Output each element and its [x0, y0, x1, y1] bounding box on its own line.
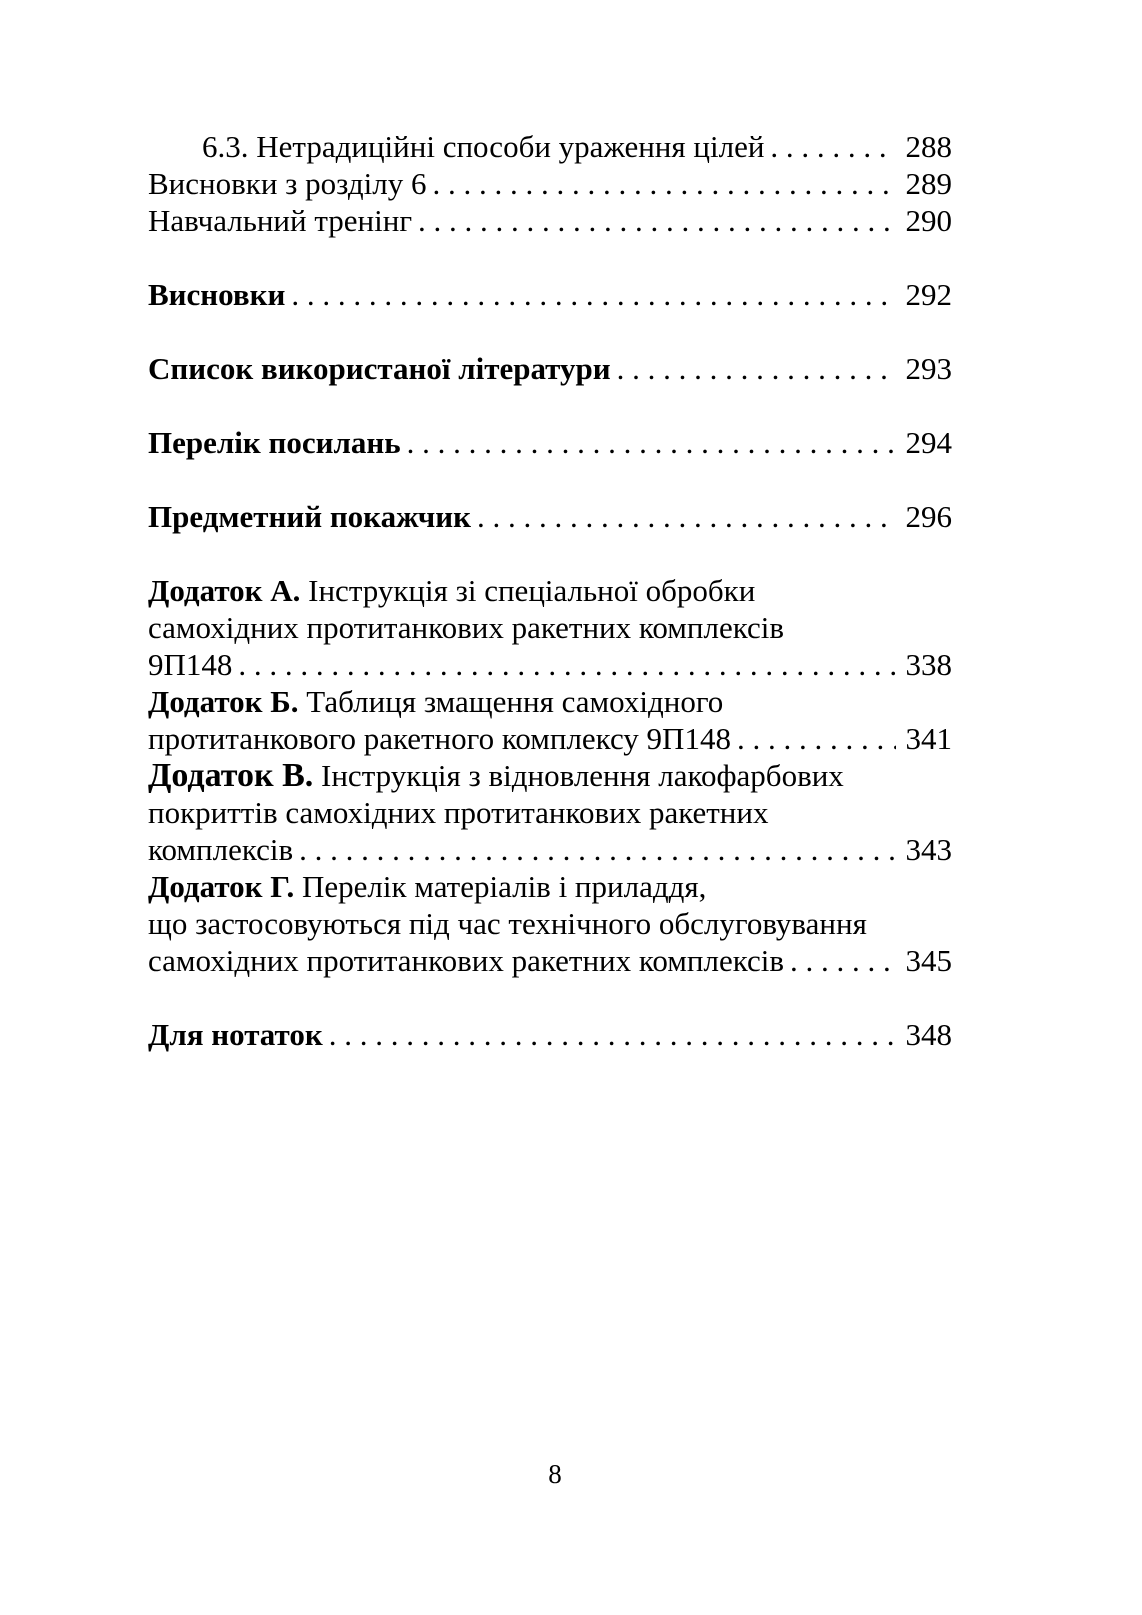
toc-entry-title: Висновки: [148, 277, 286, 312]
dot-leader: [790, 942, 896, 979]
toc-entry-page: 292: [905, 277, 952, 312]
toc-entry-page: 348: [905, 1017, 952, 1052]
toc-entry-page: 338: [905, 647, 952, 682]
toc-entry-notes[interactable]: [148, 1016, 952, 1053]
spacer: [148, 313, 952, 350]
appendix-title-line: Таблиця змащення самохідного: [306, 684, 724, 719]
toc-entry-page: 341: [905, 721, 952, 756]
appendix-title-line: 9П148: [148, 647, 233, 682]
appendix-title-line: Інструкція зі спеціальної обробки: [308, 573, 756, 608]
toc-entry-page: 288: [905, 129, 952, 164]
toc-entry-subject-index[interactable]: [148, 498, 952, 535]
spacer: [148, 535, 952, 572]
toc-entry-title: Висновки з розділу 6: [148, 166, 427, 201]
appendix-label: Додаток Б.: [148, 684, 299, 719]
dot-leader: [291, 276, 896, 313]
dot-leader: [329, 1016, 896, 1053]
spacer: [148, 461, 952, 498]
toc-entry-chapter-6-conclusions[interactable]: [148, 165, 952, 202]
toc-entry-references[interactable]: [148, 350, 952, 387]
appendix-title-line: Інструкція з відновлення лакофарбових: [321, 758, 844, 793]
dot-leader: [617, 350, 896, 387]
appendix-title-line: що застосовуються під час технічного обслуговування: [148, 906, 867, 941]
appendix-title-line: покриттів самохідних протитанкових ракетних: [148, 795, 769, 830]
toc-entry-page: 294: [905, 425, 952, 460]
appendix-title-line: протитанкового ракетного комплексу 9П148: [148, 721, 731, 756]
dot-leader: [407, 424, 896, 461]
toc-entry-title: Предметний покажчик: [148, 499, 471, 534]
toc-entry-6-3[interactable]: [148, 128, 952, 165]
toc-entry-page: 296: [905, 499, 952, 534]
toc-entry-title: Навчальний тренінг: [148, 203, 413, 238]
appendix-label: Додаток Г.: [148, 869, 295, 904]
toc-entry-page: 289: [905, 166, 952, 201]
toc-appendix-b[interactable]: [148, 683, 952, 757]
appendix-title-line: Перелік матеріалів і приладдя,: [301, 869, 707, 904]
appendix-title-line: самохідних протитанкових ракетних комплексів: [148, 943, 785, 978]
appendix-title-line: комплексів: [148, 832, 294, 867]
toc-appendix-a[interactable]: [148, 572, 952, 683]
dot-leader: [477, 498, 896, 535]
toc-entry-title: 6.3. Нетрадиційні способи ураження цілей: [202, 129, 765, 164]
toc-entry-links[interactable]: [148, 424, 952, 461]
spacer: [148, 979, 952, 1016]
dot-leader: [238, 646, 896, 683]
toc-entry-title: Список використаної літератури: [148, 351, 611, 386]
toc-entry-title: Для нотаток: [148, 1017, 323, 1052]
toc-entry-training[interactable]: [148, 202, 952, 239]
appendix-title-line: самохідних протитанкових ракетних комплексів: [148, 610, 785, 645]
spacer: [148, 387, 952, 424]
toc-entry-page: 293: [905, 351, 952, 386]
toc-entry-page: 343: [905, 832, 952, 867]
dot-leader: [299, 831, 896, 868]
page-number: 8: [548, 1459, 562, 1489]
toc-entry-page: 345: [905, 943, 952, 978]
appendix-label: Додаток А.: [148, 573, 301, 608]
dot-leader: [737, 720, 896, 757]
toc-entry-conclusions[interactable]: [148, 276, 952, 313]
toc-appendix-v[interactable]: [148, 757, 952, 868]
table-of-contents: [148, 128, 952, 1053]
appendix-label: Додаток В.: [148, 757, 314, 794]
toc-entry-page: 290: [905, 203, 952, 238]
toc-appendix-g[interactable]: [148, 868, 952, 979]
spacer: [148, 239, 952, 276]
toc-entry-title: Перелік посилань: [148, 425, 401, 460]
dot-leader: [770, 128, 896, 165]
dot-leader: [432, 165, 896, 202]
dot-leader: [418, 202, 896, 239]
